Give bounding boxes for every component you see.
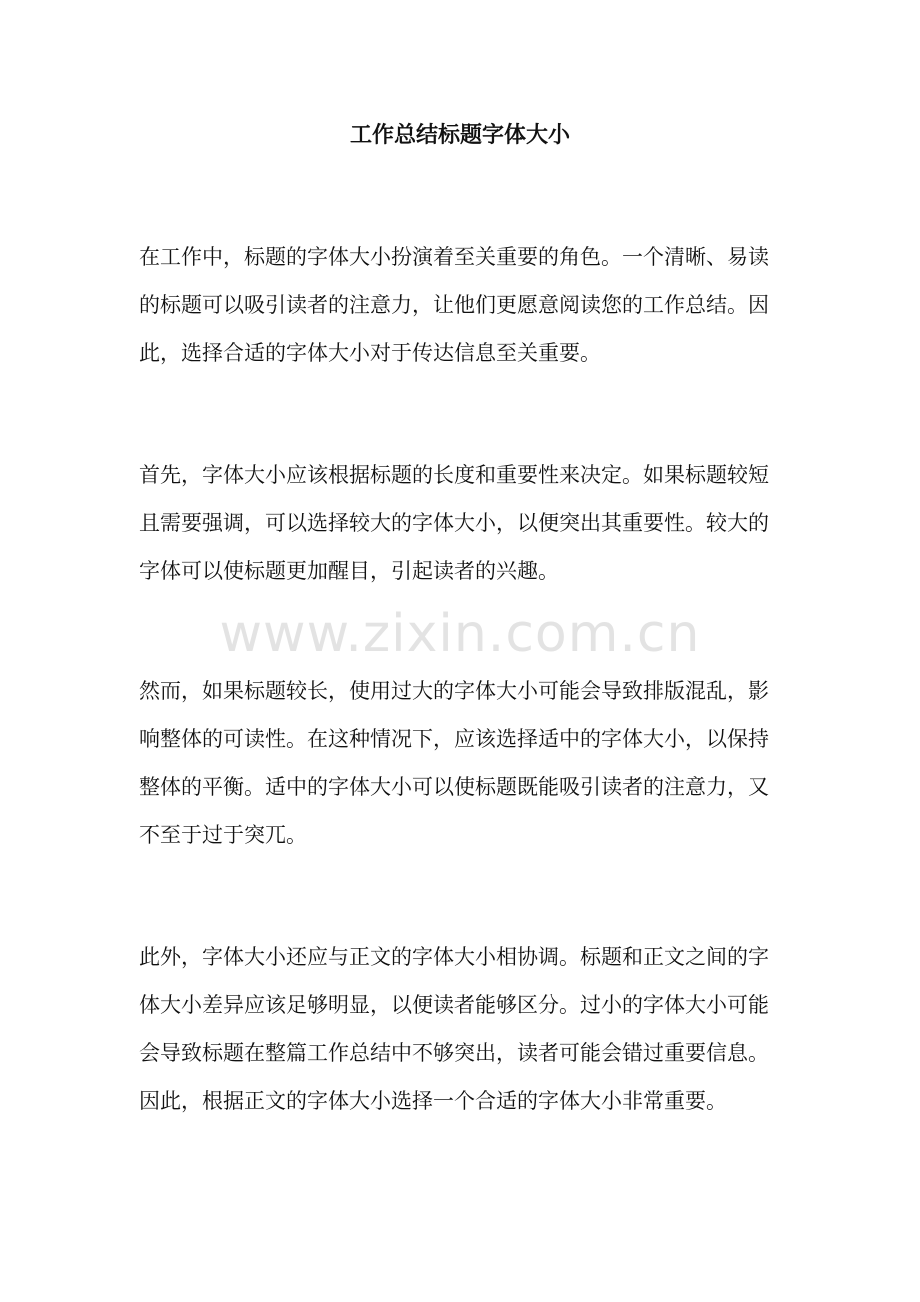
paragraph-line: 此外，字体大小还应与正文的字体大小相协调。标题和正文之间的字 <box>139 945 769 969</box>
paragraph-line: 整体的平衡。适中的字体大小可以使标题既能吸引读者的注意力，又 <box>139 775 769 799</box>
paragraph-line: 字体可以使标题更加醒目，引起读者的兴趣。 <box>139 559 559 583</box>
paragraph-line: 体大小差异应该足够明显，以便读者能够区分。过小的字体大小可能 <box>139 993 769 1017</box>
paragraph-2 <box>139 451 799 595</box>
document-title: 工作总结标题字体大小 <box>349 123 570 148</box>
paragraph-1 <box>139 233 799 377</box>
watermark: www.zixin.com.cn <box>219 604 701 664</box>
paragraph-line: 的标题可以吸引读者的注意力，让他们更愿意阅读您的工作总结。因 <box>139 293 769 317</box>
paragraph-line: 首先，字体大小应该根据标题的长度和重要性来决定。如果标题较短 <box>139 463 769 487</box>
paragraph-line: 然而，如果标题较长，使用过大的字体大小可能会导致排版混乱，影 <box>139 679 769 703</box>
paragraph-line: 会导致标题在整篇工作总结中不够突出，读者可能会错过重要信息。 <box>139 1041 769 1065</box>
paragraph-line: 因此，根据正文的字体大小选择一个合适的字体大小非常重要。 <box>139 1089 727 1113</box>
paragraph-line: 不至于过于突兀。 <box>139 823 307 847</box>
paragraph-line: 此，选择合适的字体大小对于传达信息至关重要。 <box>139 341 601 365</box>
paragraph-4 <box>139 933 799 1125</box>
paragraph-line: 响整体的可读性。在这种情况下，应该选择适中的字体大小，以保持 <box>139 727 769 751</box>
paragraph-line: 且需要强调，可以选择较大的字体大小，以便突出其重要性。较大的 <box>139 511 769 535</box>
paragraph-line: 在工作中，标题的字体大小扮演着至关重要的角色。一个清晰、易读 <box>139 245 769 269</box>
paragraph-3 <box>139 667 799 859</box>
